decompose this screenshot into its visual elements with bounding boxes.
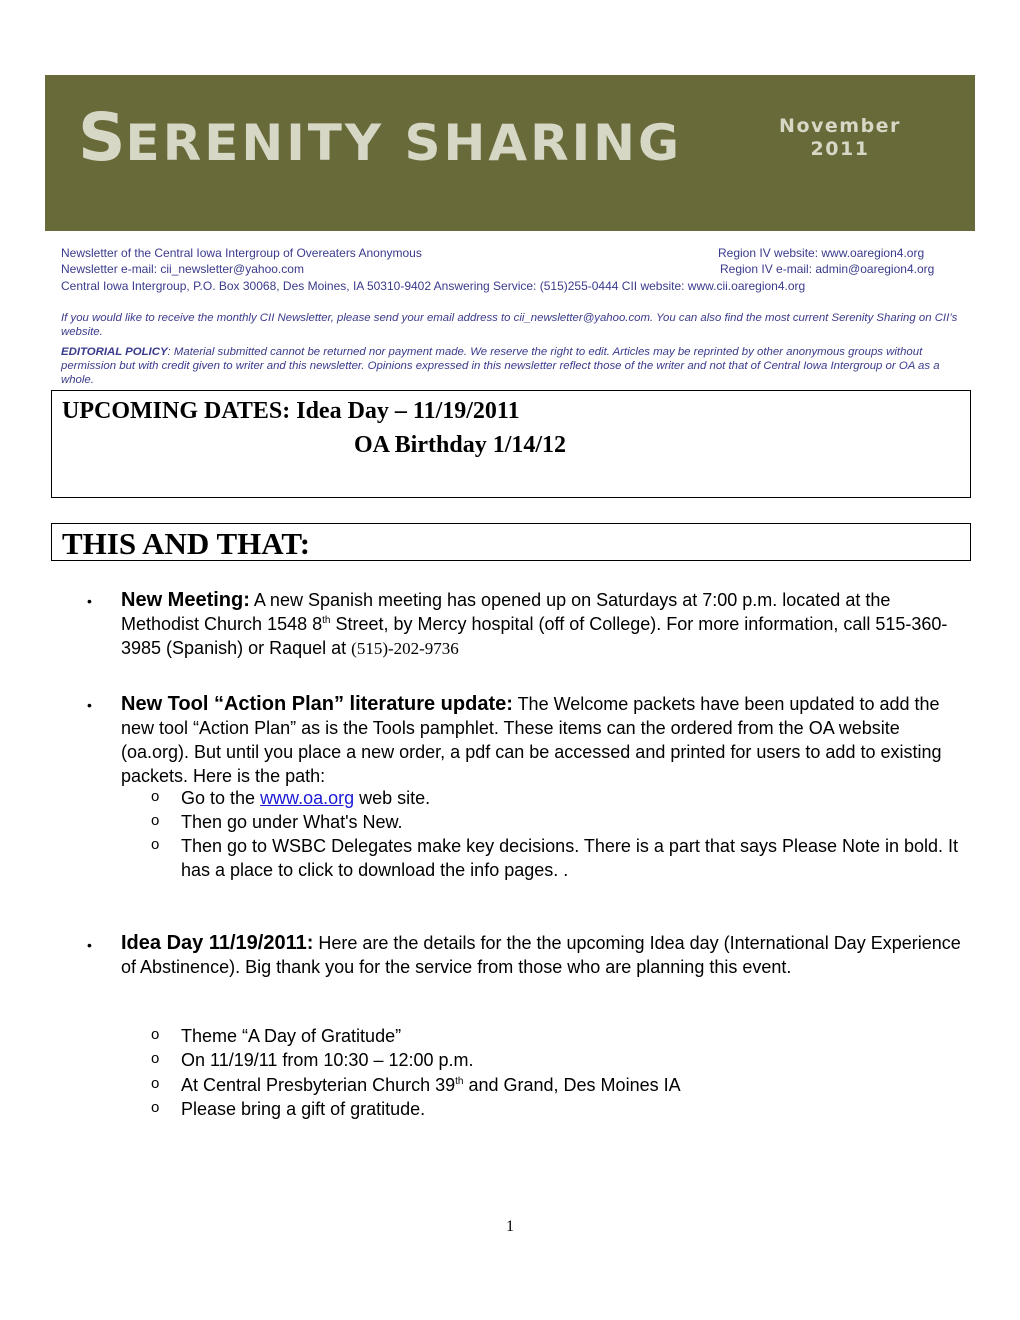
sub-item-time: On 11/19/11 from 10:30 – 12:00 p.m. [181, 1050, 474, 1070]
info-line-3 [61, 278, 961, 294]
issue-year: 2011 [810, 138, 870, 160]
region-email: Region IV e-mail: admin@oaregion4.org [720, 262, 935, 276]
page-number: 1 [506, 1218, 514, 1235]
masthead-banner [45, 75, 975, 231]
issue-month: November [779, 115, 901, 137]
newsletter-title: SERENITY SHARING [78, 99, 683, 176]
upcoming-dates-line-1: UPCOMING DATES: Idea Day – 11/19/2011 [62, 398, 520, 424]
sub-bullet-marker: o [151, 812, 160, 829]
list-item-new-meeting: New Meeting: A new Spanish meeting has opened up on Saturdays at 7:00 p.m. located at the Methodist Church 1548 8th Street, by Mercy hospital (off of College). For more information, call 515-360-3985 (Spanish) or Raquel at (515)-202-9736 [121, 589, 948, 658]
contact-phone: (515)-202-9736 [351, 639, 459, 658]
subscription-notice: If you would like to receive the monthly CII Newsletter, please send your email address to cii_newsletter@yahoo.com. You can also find the most current Serenity Sharing on CII’s website. [61, 312, 958, 338]
editorial-policy [61, 345, 961, 387]
info-line-2 [61, 261, 961, 277]
item-heading: Idea Day 11/19/2011: [121, 932, 314, 954]
sub-item-theme: Theme “A Day of Gratitude” [181, 1026, 402, 1046]
sub-bullet-marker: o [151, 1026, 160, 1043]
list-item-idea-day: Idea Day 11/19/2011: Here are the details for the the upcoming Idea day (International Day Experience of Abstinence). Big thank you for the service from those who are planning this event. [121, 932, 961, 977]
sub-bullet-marker: o [151, 1099, 160, 1116]
upcoming-dates-box [51, 390, 971, 498]
sub-item-step-1: Go to the www.oa.org web site. [181, 788, 431, 808]
oa-website-link[interactable]: www.oa.org [260, 788, 355, 808]
bullet-marker: • [87, 593, 92, 609]
editorial-policy-label: EDITORIAL POLICY [61, 346, 168, 358]
bullet-marker: • [87, 697, 92, 713]
upcoming-dates-line-2: OA Birthday 1/14/12 [354, 432, 567, 458]
issue-date [755, 115, 925, 161]
sub-bullet-marker: o [151, 836, 160, 853]
newsletter-email: Newsletter e-mail: cii_newsletter@yahoo.com [61, 262, 304, 276]
sub-item-step-3: Then go to WSBC Delegates make key decisions. There is a part that says Please Note in bold. It has a place to click to download the info pages. . [181, 836, 959, 880]
list-item-action-plan: New Tool “Action Plan” literature update: The Welcome packets have been updated to add the new tool “Action Plan” as is the Tools pamphlet. These items can the ordered from the OA website (oa.org). But until you place a new order, a pdf can be accessed and printed for users to add to existing packets. Here is the path: [121, 693, 942, 786]
editorial-policy-text: : Material submitted cannot be returned nor payment made. We reserve the right to edit. Articles may be reprinted by other anonymous groups without permission but with credit given to writer and this newsletter. Opinions expressed in this newsletter reflect those of the writer and not that of Central Iowa Intergroup or OA as a whole. [61, 346, 940, 386]
sub-bullet-marker: o [151, 1050, 160, 1067]
sub-item-step-2: Then go under What's New. [181, 812, 403, 832]
bullet-marker: • [87, 937, 92, 953]
sub-item-location: At Central Presbyterian Church 39th and Grand, Des Moines IA [181, 1075, 681, 1095]
section-heading-box [51, 523, 971, 561]
sub-bullet-marker: o [151, 788, 160, 805]
intergroup-address: Central Iowa Intergroup, P.O. Box 30068, Des Moines, IA 50310-9402 Answering Service: (515)255-0444 CII website: www.cii.oaregion4.org [61, 279, 806, 293]
info-line-1 [61, 245, 961, 261]
item-heading: New Meeting: [121, 589, 250, 611]
item-heading: New Tool “Action Plan” literature update: [121, 693, 513, 715]
region-website: Region IV website: www.oaregion4.org [718, 246, 925, 260]
intergroup-description: Newsletter of the Central Iowa Intergroup of Overeaters Anonymous [61, 246, 422, 260]
sub-item-gift: Please bring a gift of gratitude. [181, 1099, 426, 1119]
sub-bullet-marker: o [151, 1075, 160, 1092]
section-title: THIS AND THAT: [62, 526, 311, 561]
